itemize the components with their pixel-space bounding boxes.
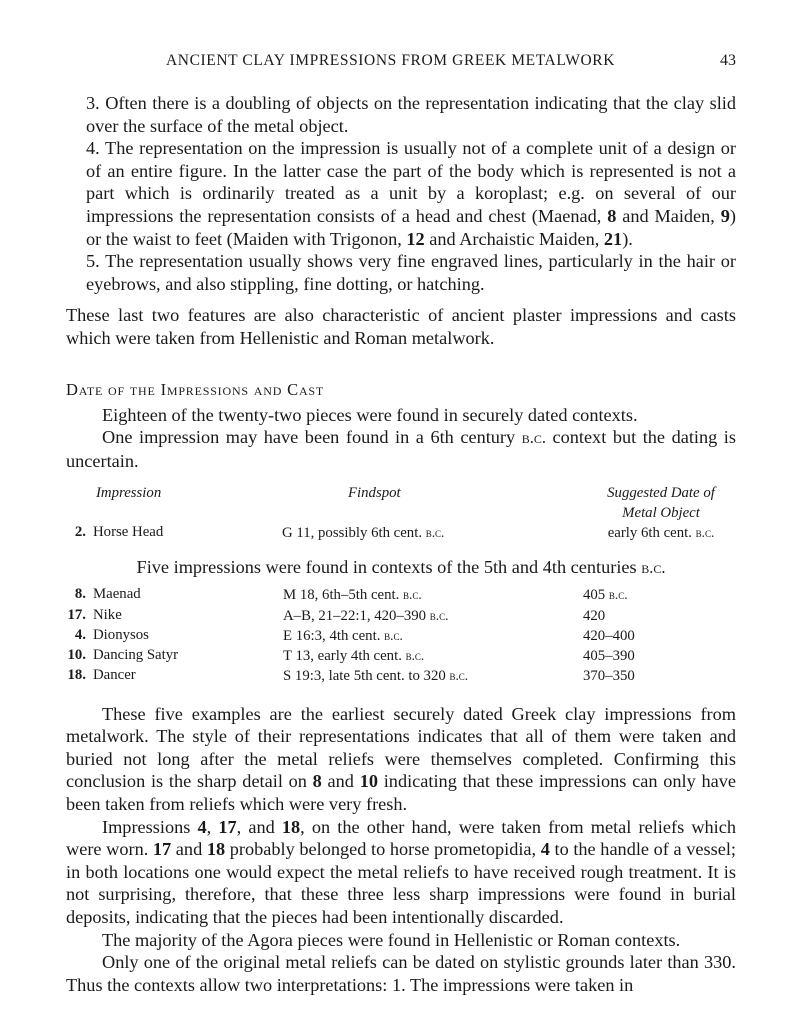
list-item-4: 4. The representation on the impression is usually not of a complete unit of a design or of an entire figure. In the latter case the part of the body which is represented is not a part which is ordinarily treated as a unit by a koroplast; e.g. on several of our impressions the representation consists of a head and chest (Maenad, 8 and Maiden, 9) or the waist to feet (Maiden with Trigonon, 12 and Archaistic Maiden, 21). [86, 138, 736, 249]
list-item-3: 3. Often there is a doubling of objects on the representation indicating that the clay slid over the surface of the metal object. [86, 93, 736, 136]
col-findspot: Findspot [348, 485, 401, 502]
col-impression: Impression [96, 485, 162, 502]
impression-number: 10. [67, 647, 86, 664]
running-head-title: ANCIENT CLAY IMPRESSIONS FROM GREEK METALWORK [166, 52, 616, 69]
section-heading: Date of the Impressions and Cast [66, 379, 325, 399]
table-row [66, 626, 736, 646]
suggested-date: 370–350 [583, 668, 635, 685]
suggested-date: 405–390 [583, 648, 635, 665]
col-date: Suggested Date of Metal Object [607, 485, 715, 521]
findspot: T 13, early 4th cent. b.c. [283, 648, 425, 665]
table-row [66, 646, 736, 666]
impression-name: Dancing Satyr [93, 647, 179, 664]
paragraph-features: These last two features are also characteristic of ancient plaster impressions and casts which were taken from Hellenistic and Roman metalwork. [66, 305, 736, 348]
paragraph-eighteen: Eighteen of the twenty-two pieces were found in securely dated contexts. [102, 404, 638, 425]
findspot: E 16:3, 4th cent. b.c. [283, 627, 403, 644]
findspot: S 19:3, late 5th cent. to 320 b.c. [283, 668, 469, 685]
impression-name: Nike [93, 606, 122, 623]
table-header-row [66, 484, 736, 523]
suggested-date: 420–400 [583, 627, 635, 644]
running-head [66, 52, 736, 76]
impression-name: Maenad [93, 586, 141, 603]
impression-number: 8. [74, 586, 86, 603]
list-item-5: 5. The representation usually shows very fine engraved lines, particularly in the hair or eyebrows, and also stippling, fine dotting, or hatching. [86, 251, 736, 294]
impression-name: Dancer [93, 667, 136, 684]
paragraph-five-impressions: Five impressions were found in contexts of the 5th and 4th centuries b.c. [136, 556, 666, 577]
paragraph-majority: The majority of the Agora pieces were found in Hellenistic or Roman contexts. [102, 929, 681, 950]
findspot: M 18, 6th–5th cent. b.c. [283, 587, 422, 604]
paragraph-worn: Impressions 4, 17, and 18, on the other hand, were taken from metal reliefs which were worn. 17 and 18 probably belonged to horse prometopidia, 4 to the handle of a vessel; in both locations one would expect the metal reliefs to have received rough treatment. It is not surprising, therefore, that these three less sharp impressions were found in burial deposits, indicating that the pieces had been intentionally discarded. [66, 816, 737, 928]
suggested-date: 420 [583, 607, 606, 624]
impression-number: 17. [67, 606, 86, 623]
paragraph-one-impression: One impression may have been found in a 6th century b.c. context but the dating is uncertain. [66, 427, 737, 471]
impression-name: Dionysos [93, 626, 149, 643]
sixth-century-table [66, 484, 736, 543]
table-row [66, 666, 736, 686]
numbered-list [66, 92, 736, 295]
table-row [66, 606, 736, 626]
impression-number: 4. [74, 626, 86, 643]
table-row [66, 585, 736, 605]
suggested-date: 405 b.c. [583, 587, 628, 604]
paragraph-earliest: These five examples are the earliest securely dated Greek clay impressions from metalwork. The style of their representations indicates that all of them were taken and buried not long after the metal reliefs were themselves completed. Confirming this conclusion is the sharp detail on 8 and 10 indicating that these impressions can only have been taken from reliefs which were very fresh. [66, 703, 736, 815]
page [66, 52, 736, 996]
table-row: 2. Horse Head G 11, possibly 6th cent. b.c. early 6th cent. b.c. [74, 524, 715, 542]
findspot: A–B, 21–22:1, 420–390 b.c. [283, 607, 449, 624]
impression-number: 18. [67, 667, 86, 684]
fifth-fourth-century-table [66, 585, 736, 686]
paragraph-only-one: Only one of the original metal reliefs can be dated on stylistic grounds later than 330. Thus the contexts allow two interpretations: 1. The impressions were taken in [66, 952, 736, 995]
page-number: 43 [720, 52, 736, 69]
